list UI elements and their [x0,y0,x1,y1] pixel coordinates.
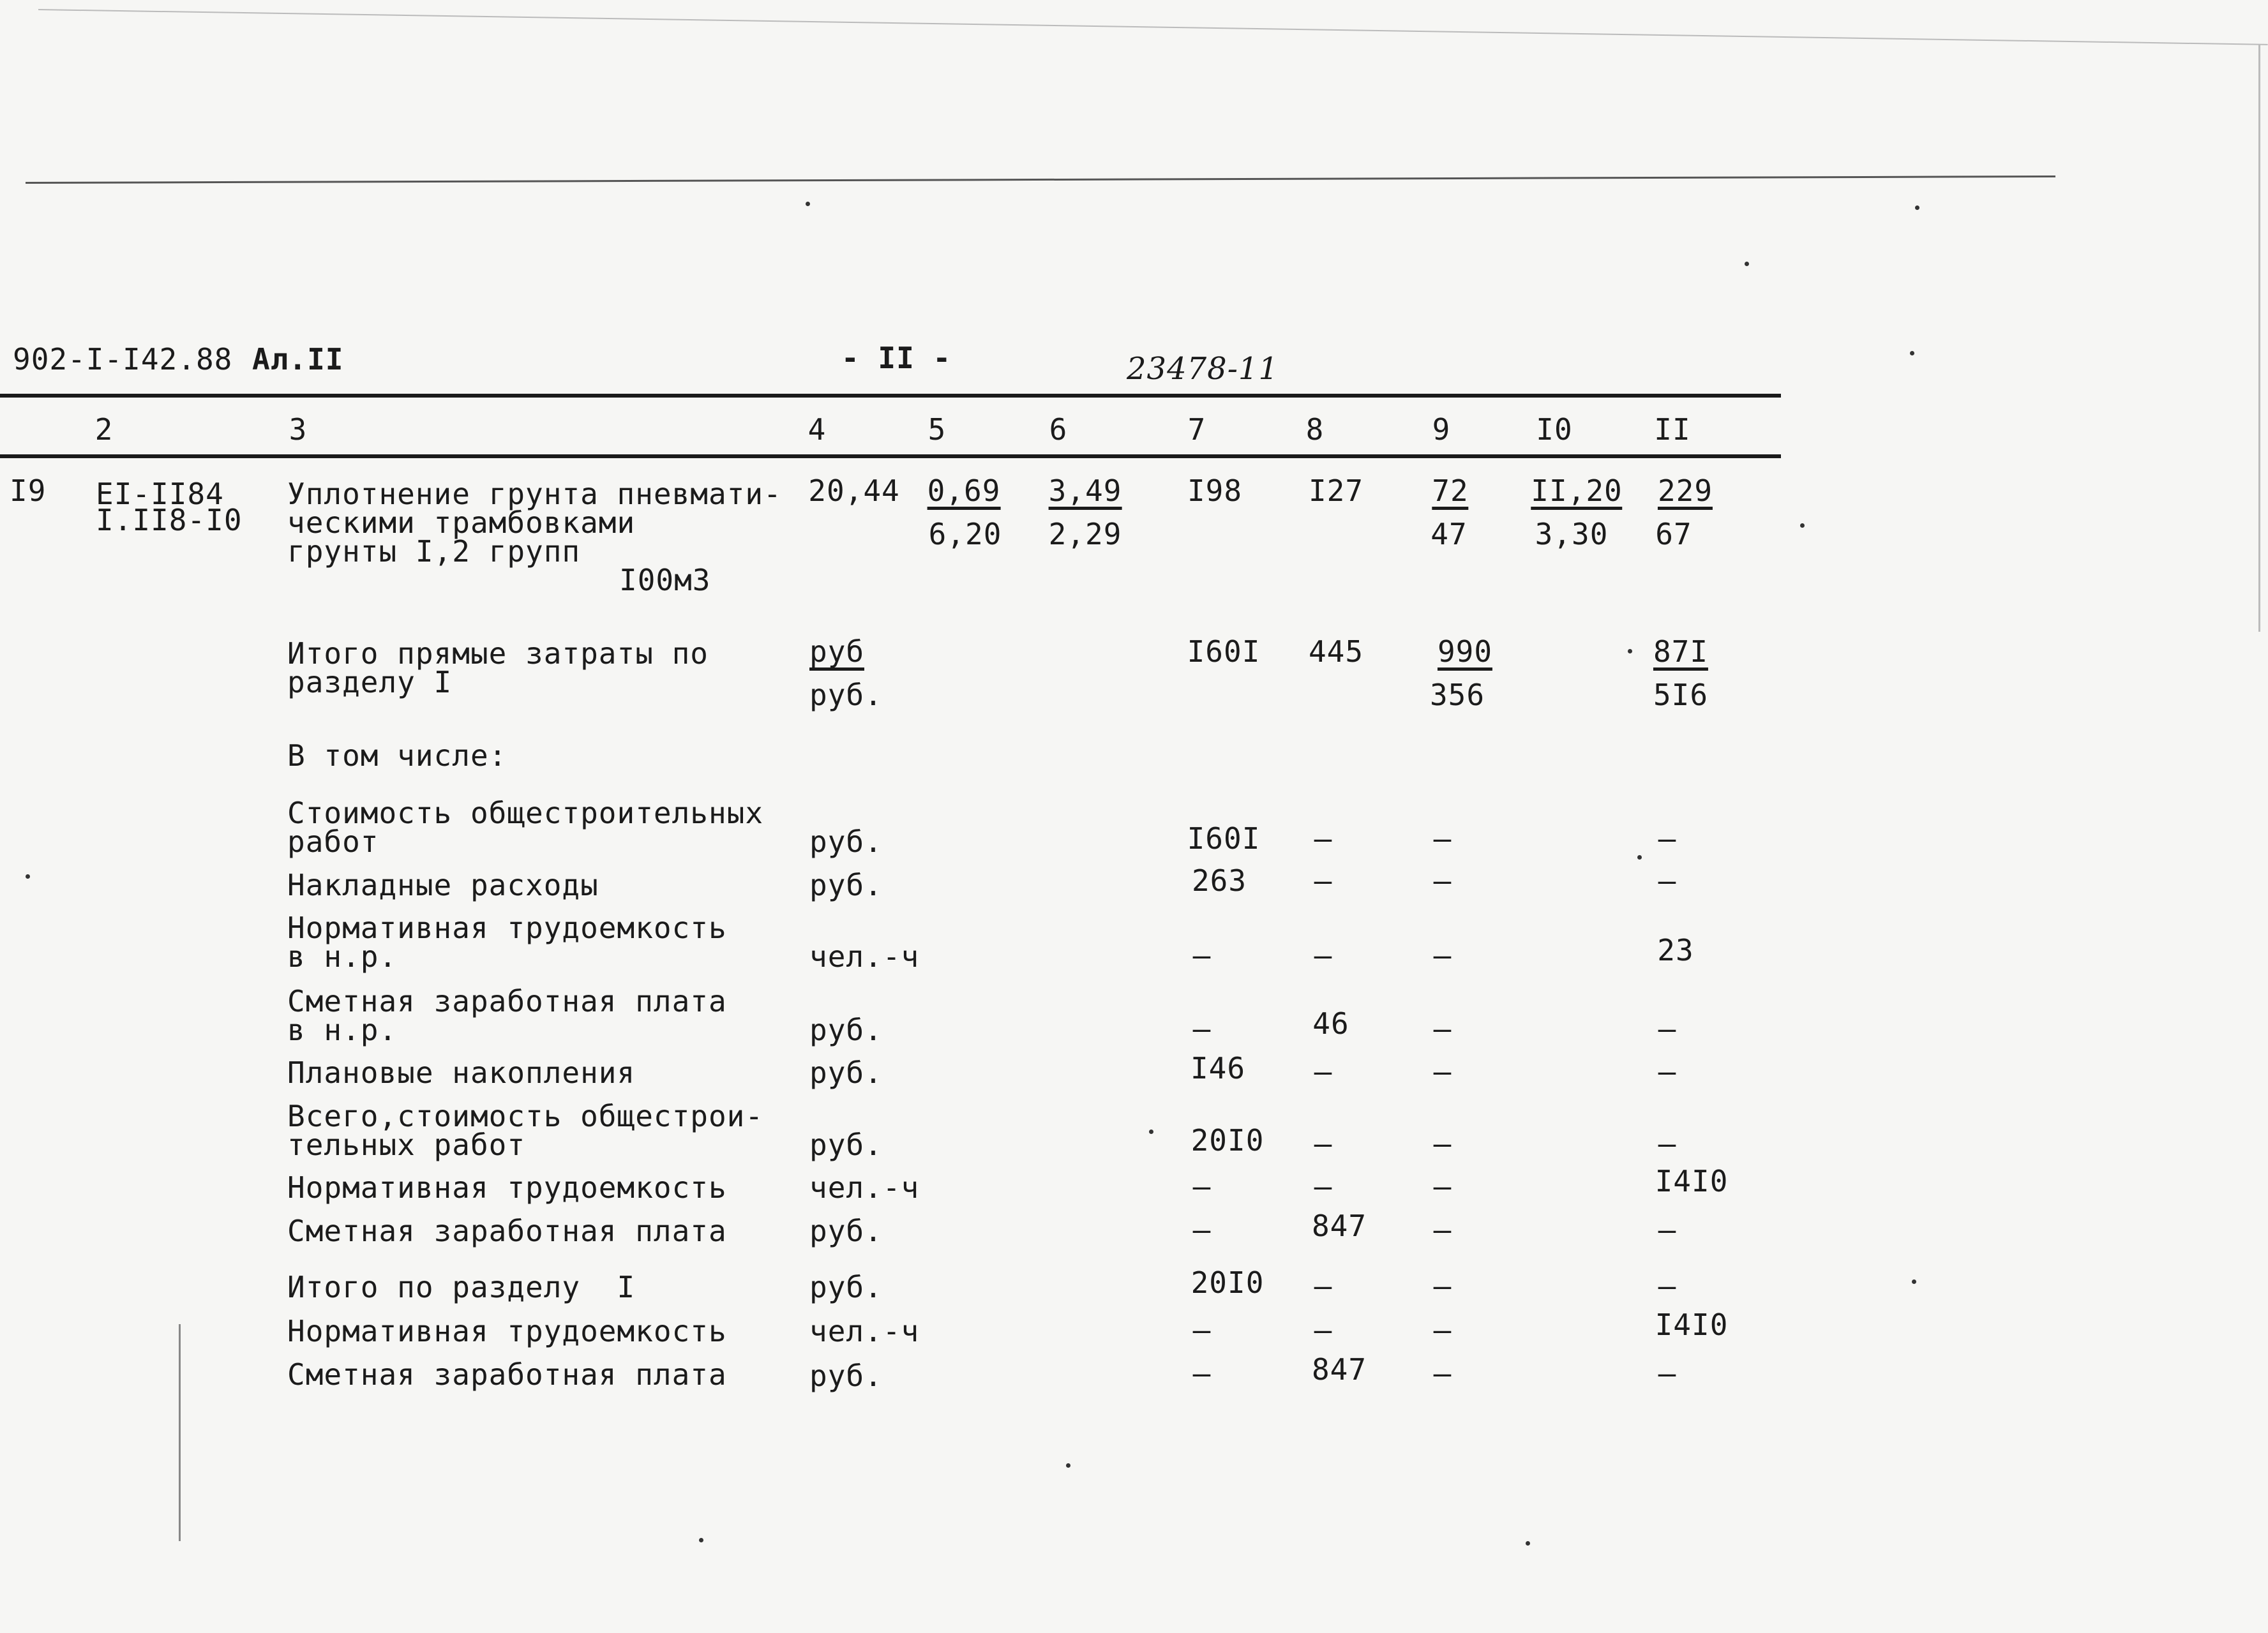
row-unit: руб. [809,1013,883,1047]
row-unit: чел.-ч [809,939,920,974]
scan-speck [1526,1541,1530,1546]
handwritten-number: 23478-11 [1127,351,1279,387]
row-col7: – [1192,1313,1212,1347]
row-unit: чел.-ч [809,1170,920,1205]
scan-edge-line-right [2258,45,2260,632]
col-header-11: II [1654,412,1691,447]
row-desc-line1: Уплотнение грунта пневмати- [287,477,782,511]
scan-speck [1149,1130,1153,1134]
row-label-line1: Нормативная трудоемкость [287,911,727,945]
row-col8: – [1314,1269,1333,1303]
scan-speck [1800,523,1805,528]
row-unit: чел.-ч [809,1314,920,1348]
row-col7: I60I [1187,821,1261,856]
row-col11: – [1658,821,1677,856]
header-rule-bottom [0,454,1781,458]
row-col6-top: 3,49 [1049,476,1122,510]
row-col7: – [1192,1169,1212,1204]
scan-speck [1915,205,1919,210]
scan-edge-line-faint [38,9,2268,45]
row-col9: – [1433,863,1452,898]
col-header-3: 3 [289,412,308,447]
scan-speck [1910,351,1914,355]
total-direct-line1: Итого прямые затраты по [287,636,709,671]
norm-code-2: I.II8-I0 [96,503,243,537]
row-col11: – [1658,863,1677,898]
row-col8: – [1314,1169,1333,1204]
row-col7: – [1192,938,1212,973]
row-col8: 847 [1311,1209,1367,1243]
sheet-label: Ал.II [252,342,344,377]
scan-speck [806,202,810,206]
row-label-line1: Всего,стоимость общестрои- [287,1099,764,1133]
row-unit: руб. [809,1359,883,1393]
col-header-6: 6 [1049,412,1068,447]
row-unit: руб. [809,1270,883,1304]
row-col8: – [1314,863,1333,898]
row-unit: руб. [809,1128,883,1162]
row-desc-line2: ческими трамбовками [287,505,636,540]
col-header-10: I0 [1536,412,1573,447]
row-col10-top: II,20 [1531,476,1622,510]
total-direct-col7: I60I [1187,634,1261,669]
row-label-line2: тельных работ [287,1128,526,1162]
row-col7: – [1192,1212,1212,1247]
row-unit: руб. [809,868,883,902]
row-col8: – [1314,1313,1333,1347]
row-col11-bottom: 67 [1655,517,1692,551]
header-rule-top [0,394,1781,398]
row-col11: I4I0 [1655,1164,1729,1198]
row-label-line1: Стоимость общестроительных [287,796,764,830]
row-col8: I27 [1308,473,1364,508]
row-label-line1: Сметная заработная плата [287,1214,727,1248]
row-col11: – [1658,1054,1677,1089]
row-unit: руб. [809,1214,883,1248]
col-header-2: 2 [94,412,114,447]
row-col7: – [1192,1011,1212,1046]
row-col11: – [1658,1126,1677,1161]
row-col11: – [1658,1011,1677,1046]
total-direct-col11-bottom: 5I6 [1653,678,1709,712]
row-col9: – [1433,1011,1452,1046]
row-col6-bottom: 2,29 [1048,517,1122,551]
row-label-line1: Сметная заработная плата [287,984,727,1018]
row-col9: – [1433,1212,1452,1247]
total-direct-unit-bottom: руб. [809,678,883,712]
row-col9: – [1433,1126,1452,1161]
scan-speck [1912,1279,1916,1284]
row-col7: 20I0 [1190,1265,1265,1300]
row-desc-line3: грунты I,2 групп [287,534,581,569]
row-col11: I4I0 [1655,1308,1729,1342]
row-col7: 20I0 [1190,1123,1265,1158]
row-col5-bottom: 6,20 [928,517,1002,551]
scan-speck [1066,1463,1070,1468]
row-col9: – [1433,1054,1452,1089]
total-direct-col9-top: 990 [1438,637,1492,671]
row-col11: – [1658,1212,1677,1247]
row-label-line1: Нормативная трудоемкость [287,1314,727,1348]
total-direct-col11-top: 87I [1653,637,1708,671]
row-label-line2: работ [287,824,379,859]
row-col11: – [1658,1269,1677,1303]
row-col11: 23 [1657,933,1694,967]
row-col9: – [1433,1356,1452,1391]
row-col4: 20,44 [808,473,900,508]
row-label-line1: Накладные расходы [287,868,599,902]
row-col9: – [1433,821,1452,856]
row-label-line1: Плановые накопления [287,1055,636,1090]
col-header-4: 4 [807,412,827,447]
scan-edge-line-top [26,175,2055,184]
row-col8: 46 [1312,1006,1349,1041]
row-col9: – [1433,1169,1452,1204]
col-header-7: 7 [1187,412,1206,447]
col-header-5: 5 [927,412,947,447]
row-number: I9 [10,473,47,508]
row-col11-top: 229 [1658,476,1713,510]
total-direct-col9-bottom: 356 [1429,678,1485,712]
row-col9: – [1433,1313,1452,1347]
row-col9-top: 72 [1432,476,1468,510]
row-col8: 847 [1311,1352,1367,1387]
row-label-line1: Итого по разделу I [287,1270,636,1304]
row-col7: – [1192,1356,1212,1391]
col-header-9: 9 [1432,412,1451,447]
row-unit: руб. [809,824,883,859]
scan-margin-line-left [179,1324,181,1541]
row-label-line2: в н.р. [287,1013,398,1047]
row-col7: 263 [1191,863,1247,898]
norm-code-1: EI-II84 [96,477,224,511]
scan-speck [1628,649,1632,653]
total-direct-line2: разделу I [287,665,453,699]
total-direct-unit-top: руб [809,637,864,671]
row-col9: – [1433,938,1452,973]
scan-speck [1637,855,1642,860]
row-col8: – [1314,1126,1333,1161]
row-col10-bottom: 3,30 [1535,517,1609,551]
row-col8: – [1314,821,1333,856]
doc-code: 902-I-I42.88 [13,342,233,377]
total-direct-col8: 445 [1308,634,1364,669]
row-unit: руб. [809,1055,883,1090]
row-col11: – [1658,1356,1677,1391]
including-label: В том числе: [287,738,507,773]
page-number: - II - [841,341,952,375]
row-label-line1: Нормативная трудоемкость [287,1170,727,1205]
row-col7: I46 [1190,1051,1246,1085]
scan-speck [1745,262,1749,266]
row-unit: I00м3 [619,563,711,597]
row-col8: – [1314,1054,1333,1089]
row-col9-bottom: 47 [1431,517,1468,551]
scan-speck [699,1538,703,1542]
row-col9: – [1433,1269,1452,1303]
scan-speck [26,874,30,879]
col-header-8: 8 [1305,412,1325,447]
row-col5-top: 0,69 [927,476,1001,510]
row-label-line1: Сметная заработная плата [287,1357,727,1392]
row-col7: I98 [1187,473,1243,508]
row-label-line2: в н.р. [287,939,398,974]
row-col8: – [1314,938,1333,973]
